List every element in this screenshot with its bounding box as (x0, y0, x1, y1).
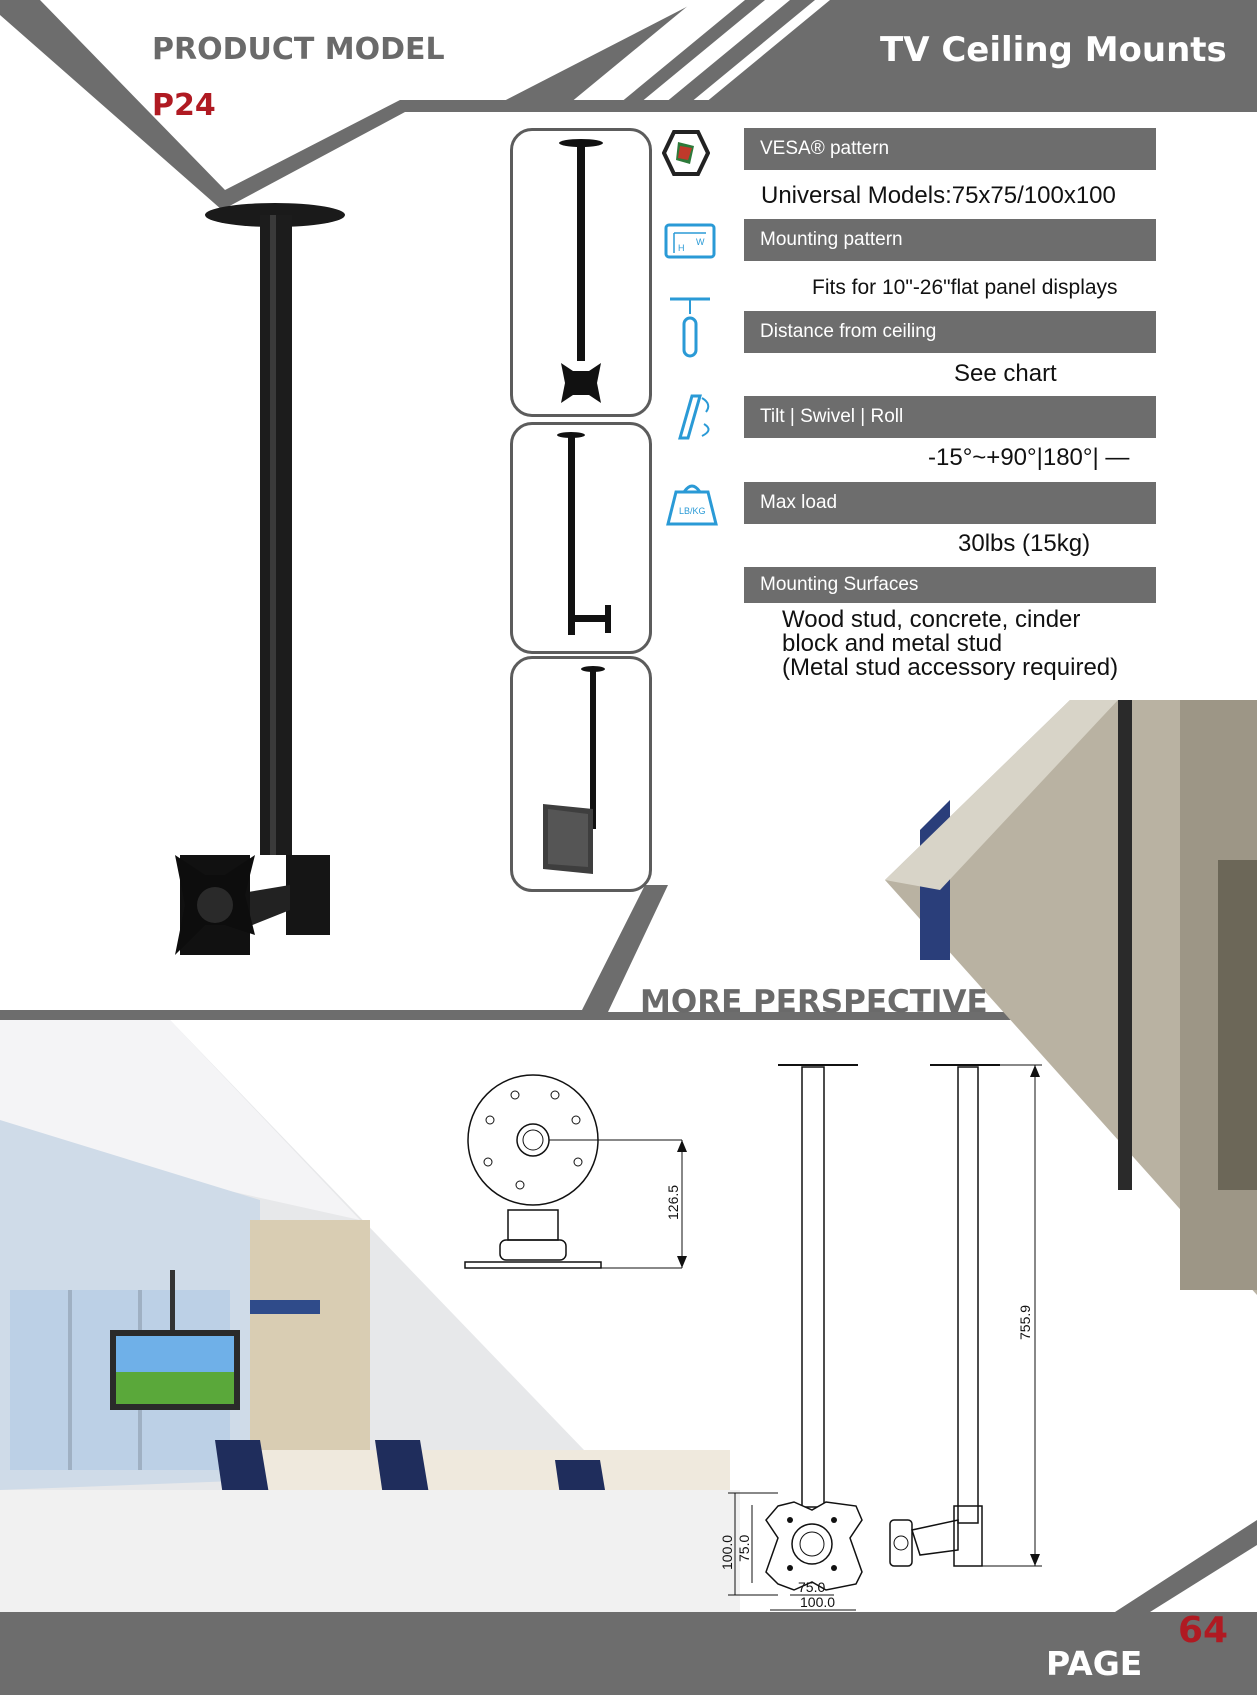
dim-plate-w-inner: 75.0 (798, 1579, 826, 1595)
spec-value-max-load: 30lbs (15kg) (958, 530, 1091, 557)
surfaces-line-2: block and metal stud (782, 630, 1003, 657)
spec-label-max-load: Max load (744, 482, 1156, 524)
category-title: TV Ceiling Mounts (880, 30, 1227, 70)
product-model-code: P24 (152, 88, 216, 123)
spec-value-tilt-swivel: -15°~+90°|180°| — (928, 444, 1130, 471)
spec-value-vesa: Universal Models:75x75/100x100 (761, 182, 1116, 209)
spec-label-mounting-surfaces: Mounting Surfaces (744, 567, 1156, 603)
spec-label-vesa: VESA® pattern (744, 128, 1156, 170)
dim-plate-w-outer: 100.0 (800, 1594, 836, 1610)
spec-value-ceiling-distance: See chart (954, 360, 1057, 387)
mounting-h-label: H (678, 243, 685, 253)
technical-drawing (460, 1050, 1060, 1620)
spec-label-tilt-swivel: Tilt | Swivel | Roll (744, 396, 1156, 438)
dim-plate-h-inner: 75.0 (736, 1534, 752, 1562)
weight-label: LB/KG (679, 506, 706, 516)
page-number: 64 (1178, 1610, 1229, 1651)
dim-total-height: 755.9 (1017, 1304, 1033, 1340)
surfaces-line-1: Wood stud, concrete, cinder (782, 606, 1081, 633)
dim-plate-h-outer: 100.0 (719, 1534, 735, 1570)
spec-value-mounting-pattern: Fits for 10"-26"flat panel displays (812, 276, 1118, 299)
product-model-label: PRODUCT MODEL (152, 32, 445, 67)
surfaces-line-3: (Metal stud accessory required) (782, 654, 1119, 681)
mounting-w-label: W (696, 237, 705, 247)
dim-base-height: 126.5 (665, 1184, 681, 1220)
spec-label-ceiling-distance: Distance from ceiling (744, 311, 1156, 353)
more-perspective-heading: MORE PERSPECTIVE (640, 984, 988, 1020)
page-label: PAGE (1046, 1644, 1143, 1683)
spec-label-mounting-pattern: Mounting pattern (744, 219, 1156, 261)
